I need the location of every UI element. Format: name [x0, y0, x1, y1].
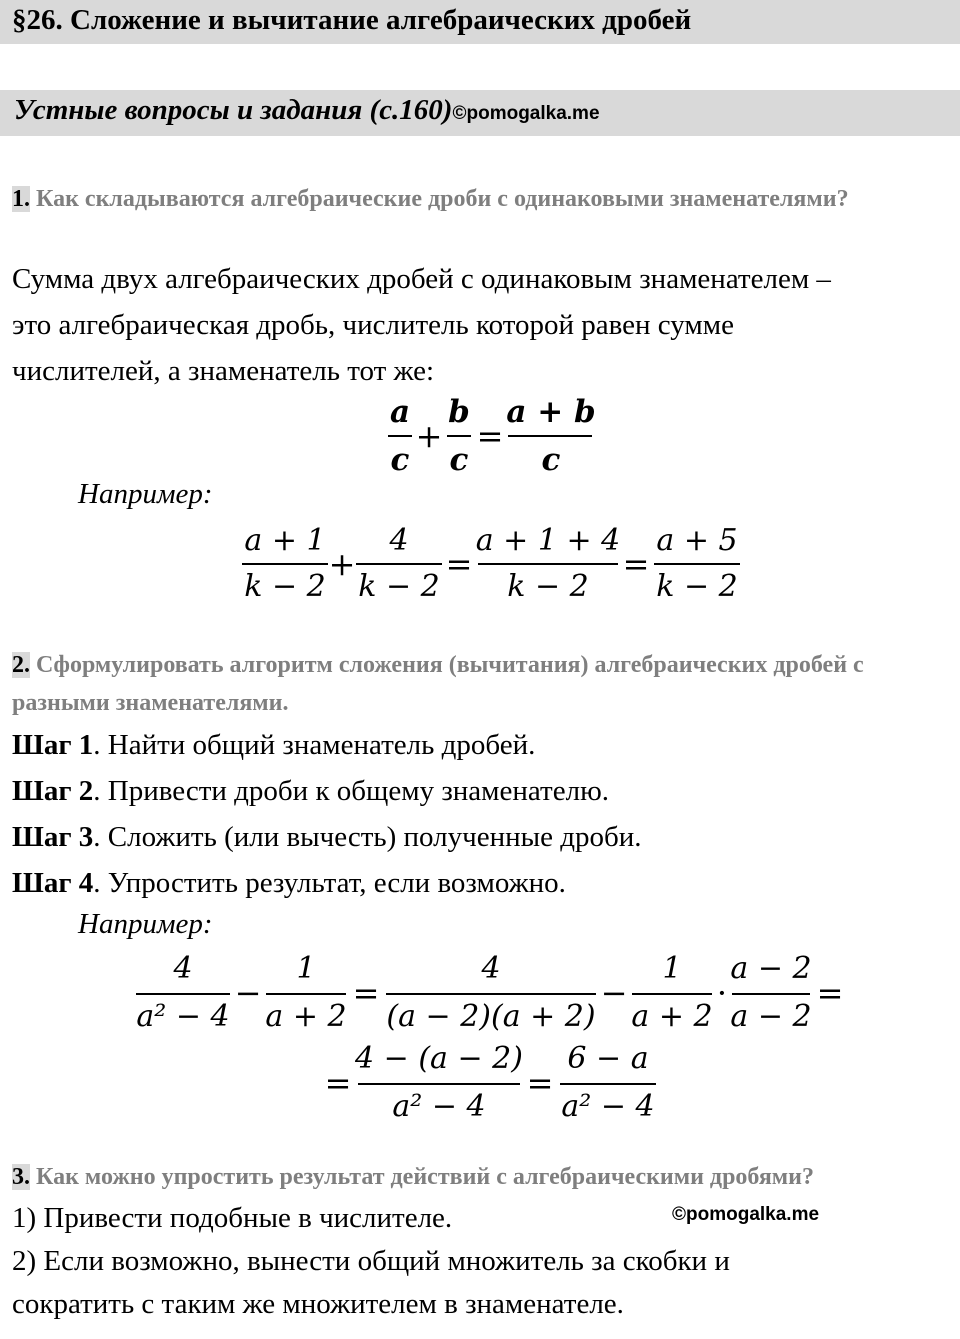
- f4-eq1: =: [324, 1064, 352, 1102]
- f3-d4: a + 2: [631, 999, 713, 1034]
- f1-n1: a: [389, 394, 411, 430]
- f4-n2: 6 − a: [567, 1041, 649, 1076]
- answer-1-line-2: это алгебраическая дробь, числитель которой равен сумме: [12, 309, 734, 341]
- step-4-text: . Упростить результат, если возможно.: [93, 867, 566, 899]
- f3-n1: 4: [173, 951, 193, 986]
- f2-d4: k − 2: [656, 569, 738, 604]
- section-title: §26. Сложение и вычитание алгебраических дробей: [12, 4, 692, 36]
- step-3: [12, 814, 956, 860]
- step-3-text: . Сложить (или вычесть) полученные дроби.: [93, 821, 642, 853]
- answer-1-line-1: Сумма двух алгебраических дробей с одинаковым знаменателем –: [12, 263, 831, 295]
- f2-d3: k − 2: [507, 569, 589, 604]
- step-2: [12, 768, 956, 814]
- answer-3-line-3: сократить с таким же множителем в знаменателе.: [12, 1288, 624, 1320]
- step-1: [12, 722, 956, 768]
- f2-n4: a + 5: [656, 523, 738, 558]
- f3-d5: a − 2: [730, 999, 812, 1034]
- step-4-label: Шаг 4: [12, 867, 94, 899]
- f3-n3: 4: [481, 951, 501, 986]
- question-1-number: 1.: [12, 186, 30, 212]
- f3-n2: 1: [296, 951, 316, 986]
- f1-n2: b: [448, 394, 470, 430]
- f4-eq2: =: [526, 1064, 554, 1102]
- f1-n3: a + b: [506, 394, 596, 430]
- f2-n3: a + 1 + 4: [475, 523, 621, 558]
- question-2-text: Сформулировать алгоритм сложения (вычитания) алгебраических дробей с разными знаменателями.: [12, 652, 864, 716]
- f1-d1: c: [390, 442, 410, 478]
- f1-eq: =: [476, 417, 504, 455]
- f3-op2: −: [600, 974, 628, 1012]
- f3-d2: a + 2: [265, 999, 347, 1034]
- f3-d1: a² − 4: [136, 999, 230, 1034]
- f2-eq2: =: [622, 545, 650, 583]
- question-1: [12, 180, 952, 218]
- answer-1-line-3: числителей, а знаменатель тот же:: [12, 355, 435, 387]
- f3-eq2: =: [816, 974, 844, 1012]
- example-label-1: Например:: [78, 478, 213, 510]
- formula-3: [130, 950, 850, 1040]
- f4-d2: a² − 4: [561, 1089, 655, 1124]
- f2-d2: k − 2: [358, 569, 440, 604]
- question-3: [12, 1158, 952, 1196]
- step-2-text: . Привести дроби к общему знаменателю.: [93, 775, 609, 807]
- f4-n1: 4 − (a − 2): [355, 1041, 523, 1076]
- f4-d1: a² − 4: [392, 1089, 486, 1124]
- subtitle: [14, 94, 600, 127]
- f3-op1: −: [234, 974, 262, 1012]
- f2-d1: k − 2: [244, 569, 326, 604]
- watermark-bottom: ©pomogalka.me: [672, 1204, 820, 1225]
- question-3-text: Как можно упростить результат действий с алгебраическими дробями?: [30, 1164, 814, 1190]
- f2-n2: 4: [389, 523, 409, 558]
- example-label-2: Например:: [78, 908, 213, 940]
- f1-d2: c: [449, 442, 469, 478]
- answer-3-line-2: 2) Если возможно, вынести общий множитель за скобки и: [12, 1245, 730, 1277]
- step-1-label: Шаг 1: [12, 729, 94, 761]
- algorithm-steps: [12, 722, 956, 906]
- step-1-text: . Найти общий знаменатель дробей.: [93, 729, 536, 761]
- watermark-top: ©pomogalka.me: [452, 103, 600, 124]
- f3-dot: ·: [716, 974, 728, 1012]
- f2-eq1: =: [445, 545, 473, 583]
- answer-3-line-1: 1) Привести подобные в числителе.: [12, 1202, 453, 1234]
- step-3-label: Шаг 3: [12, 821, 94, 853]
- question-2-number: 2.: [12, 652, 30, 678]
- formula-1: [380, 392, 610, 482]
- subtitle-text: Устные вопросы и задания (с.160): [14, 94, 453, 126]
- f2-op1: +: [328, 545, 356, 583]
- f3-n5: a − 2: [730, 951, 812, 986]
- step-4: [12, 860, 956, 906]
- f3-d3: (a − 2)(a + 2): [386, 999, 596, 1034]
- f3-n4: 1: [662, 951, 682, 986]
- question-1-text: Как складываются алгебраические дроби с одинаковыми знаменателями?: [30, 186, 849, 212]
- f1-op1: +: [415, 417, 443, 455]
- step-2-label: Шаг 2: [12, 775, 94, 807]
- answer-1: [12, 256, 956, 394]
- question-2: [12, 646, 952, 722]
- f2-n1: a + 1: [244, 523, 326, 558]
- formula-2: [238, 520, 748, 610]
- f3-eq1: =: [352, 974, 380, 1012]
- question-3-number: 3.: [12, 1164, 30, 1190]
- formula-4: [318, 1040, 668, 1130]
- f1-d3: c: [541, 442, 561, 478]
